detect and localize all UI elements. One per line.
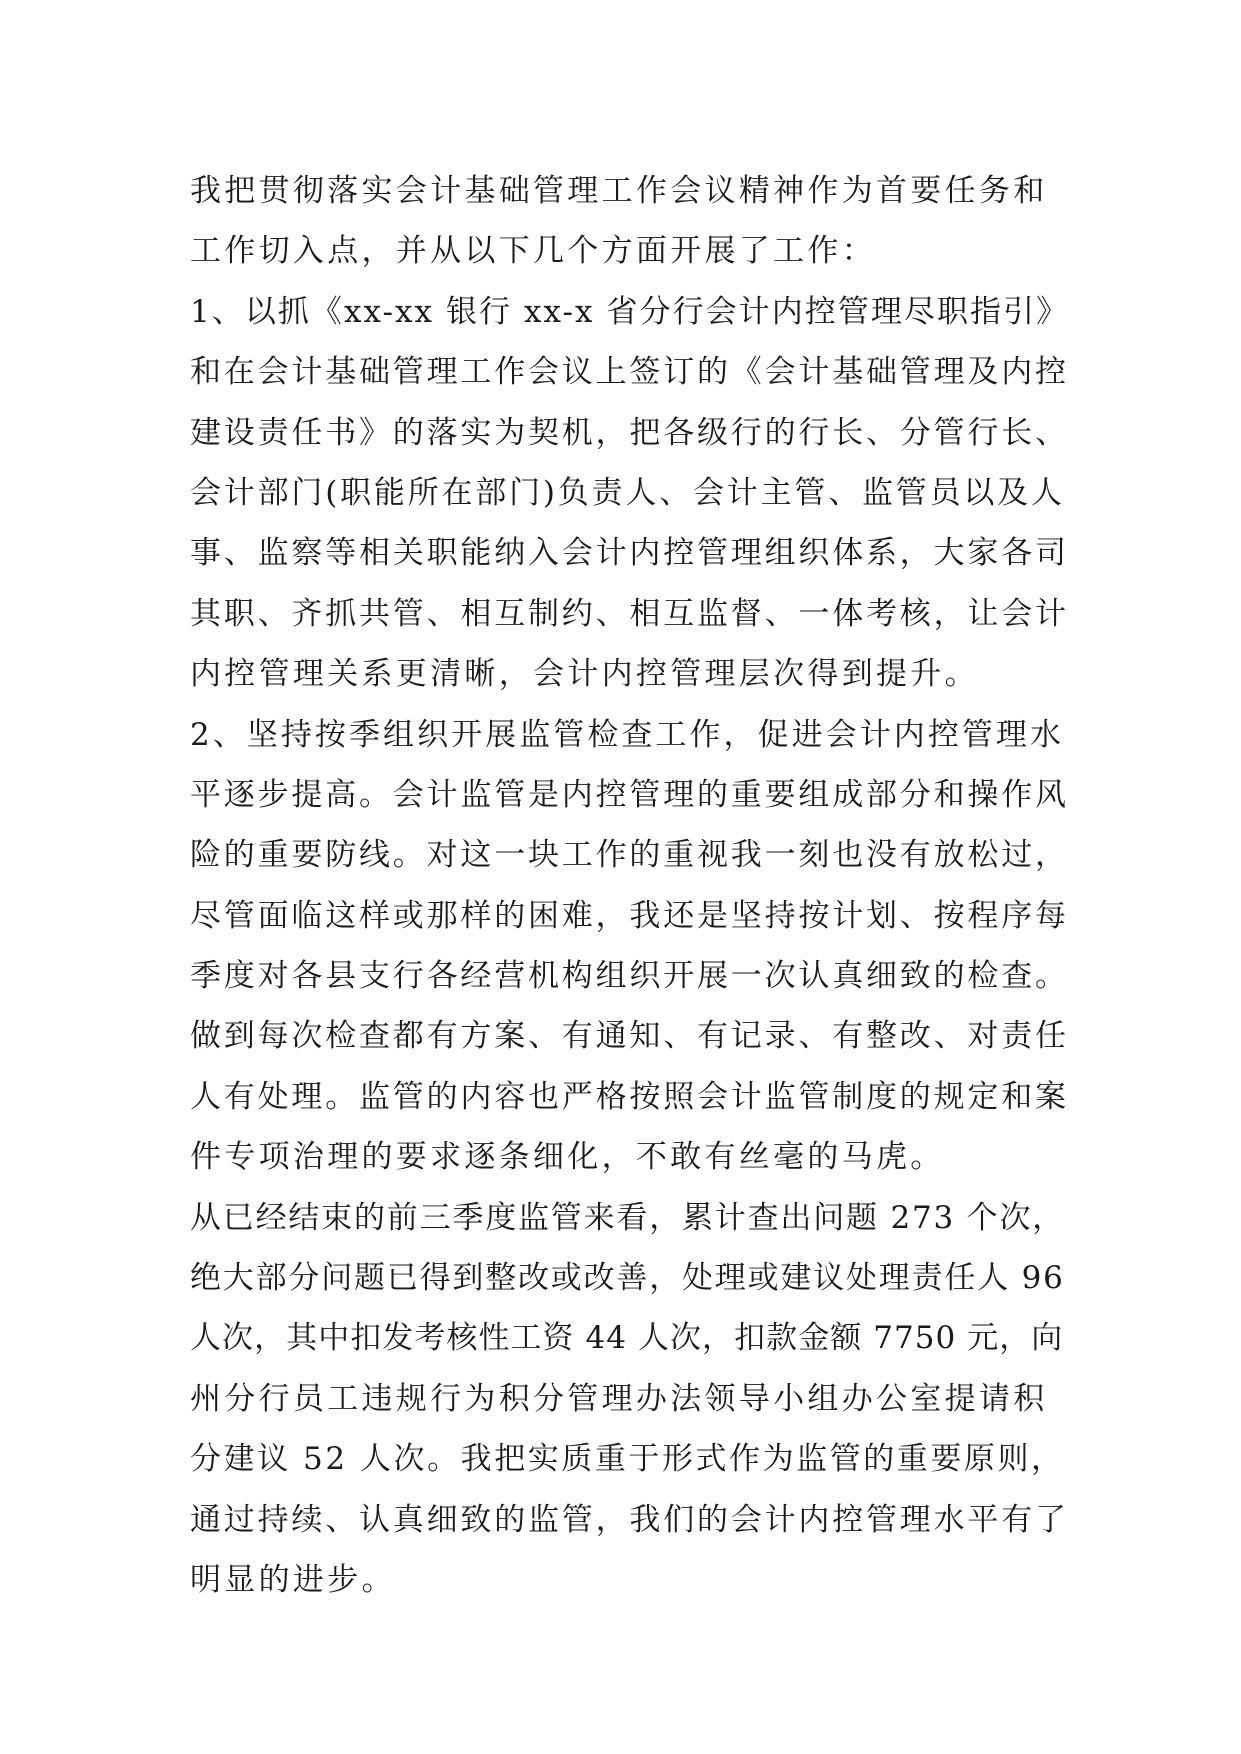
text-line: 工作切入点，并从以下几个方面开展了工作： (190, 233, 876, 270)
text-line: 做到每次检查都有方案、有通知、有记录、有整改、对责任 (190, 1018, 1069, 1055)
text-line: 尽管面临这样或那样的困难，我还是坚持按计划、按程序每 (190, 897, 1069, 934)
text-line: 险的重要防线。对这一块工作的重视我一刻也没有放松过， (190, 837, 1069, 874)
text-line: 1、以抓《xx-xx 银行 xx-x 省分行会计内控管理尽职指引》 (190, 293, 1070, 330)
text-line: 其职、齐抓共管、相互制约、相互监督、一体考核，让会计 (190, 595, 1069, 632)
text-line: 会计部门(职能所在部门)负责人、会计主管、监管员以及人 (190, 474, 1065, 511)
text-line: 建设责任书》的落实为契机，把各级行的行长、分管行长、 (190, 414, 1069, 451)
text-line: 通过持续、认真细致的监管，我们的会计内控管理水平有了 (190, 1501, 1069, 1538)
text-line: 分建议 52 人次。我把实质重于形式作为监管的重要原则， (190, 1441, 1065, 1478)
text-line: 明显的进步。 (190, 1561, 396, 1598)
text-line: 件专项治理的要求逐条细化，不敢有丝毫的马虎。 (190, 1139, 945, 1176)
text-line: 人有处理。监管的内容也严格按照会计监管制度的规定和案 (190, 1078, 1069, 1115)
text-line: 绝大部分问题已得到整改或改善，处理或建议处理责任人 96 (190, 1260, 1065, 1297)
text-line: 和在会计基础管理工作会议上签订的《会计基础管理及内控 (190, 354, 1069, 391)
text-line: 人次，其中扣发考核性工资 44 人次，扣款金额 7750 元，向 (190, 1320, 1064, 1357)
text-line: 从已经结束的前三季度监管来看，累计查出问题 273 个次， (190, 1199, 1066, 1236)
text-line: 事、监察等相关职能纳入会计内控管理组织体系，大家各司 (190, 535, 1069, 572)
text-line: 内控管理关系更清晰，会计内控管理层次得到提升。 (190, 656, 979, 693)
document-body (190, 161, 1070, 1610)
text-line: 我把贯彻落实会计基础管理工作会议精神作为首要任务和 (190, 173, 1048, 209)
text-line: 季度对各县支行各经营机构组织开展一次认真细致的检查。 (190, 958, 1069, 995)
text-line: 2、坚持按季组织开展监管检查工作，促进会计内控管理水 (190, 716, 1065, 753)
text-line: 平逐步提高。会计监管是内控管理的重要组成部分和操作风 (190, 776, 1069, 813)
text-line: 州分行员工违规行为积分管理办法领导小组办公室提请积 (190, 1380, 1048, 1417)
